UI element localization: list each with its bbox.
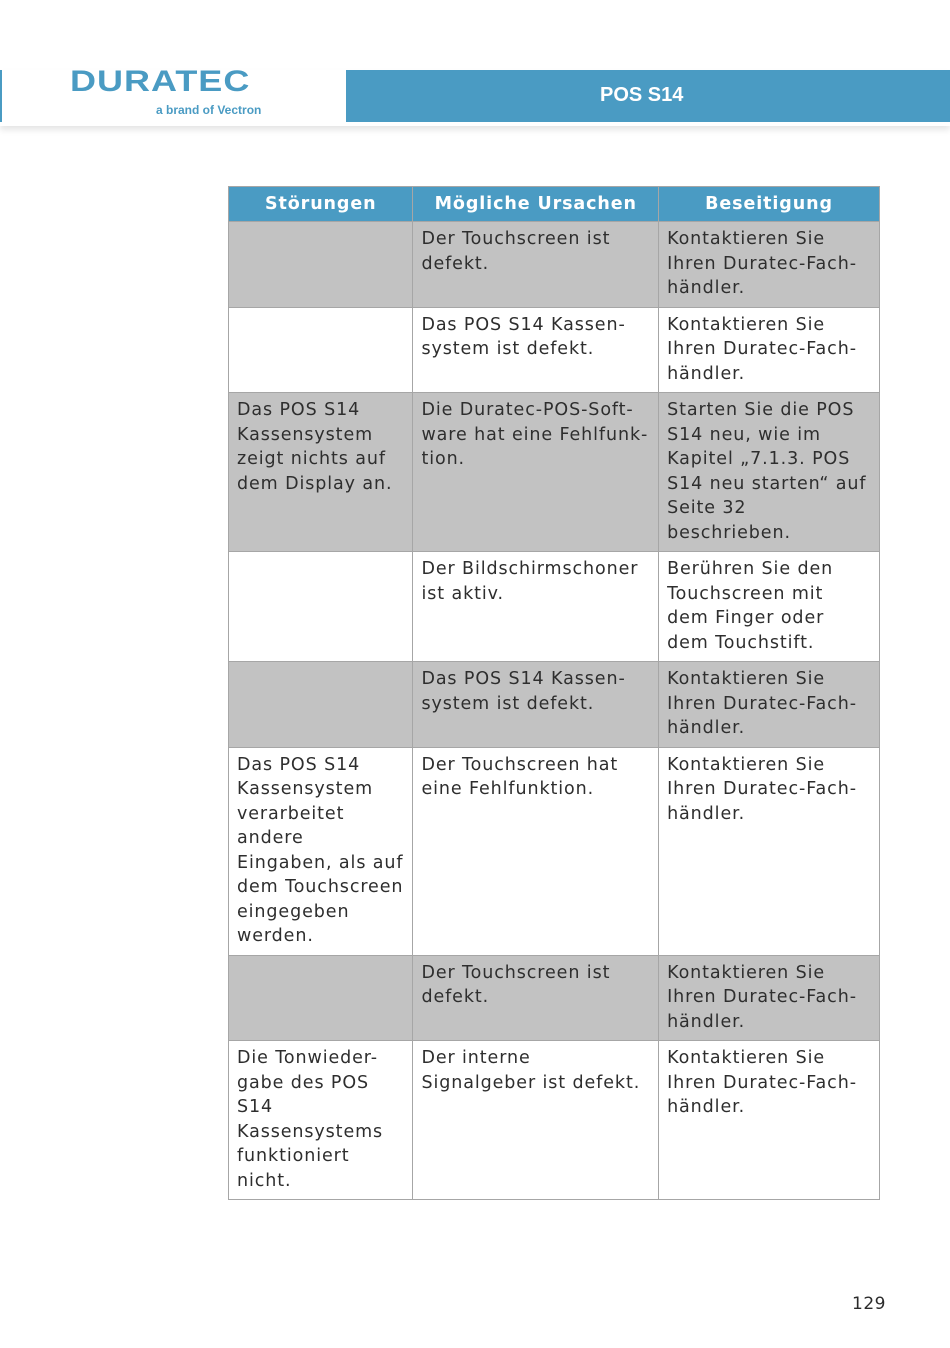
cell-beseitigung: Kontaktieren Sie Ihren Duratec-Fach-händler. [659,747,880,955]
duratec-logo: DURATEC [70,64,251,98]
cell-stoerung [229,552,413,662]
product-title: POS S14 [600,84,684,106]
table-row [229,1041,880,1200]
page-number: 129 [852,1294,886,1314]
brand-subtitle: a brand of Vectron [156,103,262,117]
table-row [229,552,880,662]
cell-beseitigung: Kontaktieren Sie Ihren Duratec-Fach-händler. [659,1041,880,1200]
cell-ursache: Das POS S14 Kassen-system ist defekt. [413,307,659,393]
table-row [229,955,880,1041]
cell-stoerung [229,307,413,393]
troubleshooting-table [228,186,880,1200]
cell-stoerung [229,222,413,308]
table-row [229,747,880,955]
cell-beseitigung: Berühren Sie den Touchscreen mit dem Finger oder dem Touchstift. [659,552,880,662]
cell-ursache: Der Touchscreen ist defekt. [413,955,659,1041]
cell-stoerung: Das POS S14 Kassensystem zeigt nichts auf dem Display an. [229,393,413,552]
cell-ursache: Die Duratec-POS-Soft-ware hat eine Fehlfunk-tion. [413,393,659,552]
cell-beseitigung: Kontaktieren Sie Ihren Duratec-Fach-händler. [659,662,880,748]
table-row [229,393,880,552]
cell-ursache: Der interne Signalgeber ist defekt. [413,1041,659,1200]
cell-beseitigung: Starten Sie die POS S14 neu, wie im Kapitel „7.1.3. POS S14 neu starten“ auf Seite 32 beschrieben. [659,393,880,552]
cell-beseitigung: Kontaktieren Sie Ihren Duratec-Fach-händler. [659,955,880,1041]
table-row [229,222,880,308]
cell-stoerung [229,955,413,1041]
cell-stoerung: Das POS S14 Kassensystem verarbeitet andere Eingaben, als auf dem Touchscreen eingegeben werden. [229,747,413,955]
cell-beseitigung: Kontaktieren Sie Ihren Duratec-Fach-händler. [659,307,880,393]
cell-ursache: Das POS S14 Kassen-system ist defekt. [413,662,659,748]
table-row [229,662,880,748]
column-header-ursachen: Mögliche Ursachen [413,187,659,222]
column-header-beseitigung: Beseitigung [659,187,880,222]
cell-beseitigung: Kontaktieren Sie Ihren Duratec-Fach-händler. [659,222,880,308]
column-header-stoerungen: Störungen [229,187,413,222]
table-row [229,307,880,393]
cell-ursache: Der Touchscreen hat eine Fehlfunktion. [413,747,659,955]
cell-stoerung: Die Tonwieder-gabe des POS S14 Kassensystems funktioniert nicht. [229,1041,413,1200]
cell-ursache: Der Bildschirmschoner ist aktiv. [413,552,659,662]
cell-ursache: Der Touchscreen ist defekt. [413,222,659,308]
table-header-row [229,187,880,222]
cell-stoerung [229,662,413,748]
